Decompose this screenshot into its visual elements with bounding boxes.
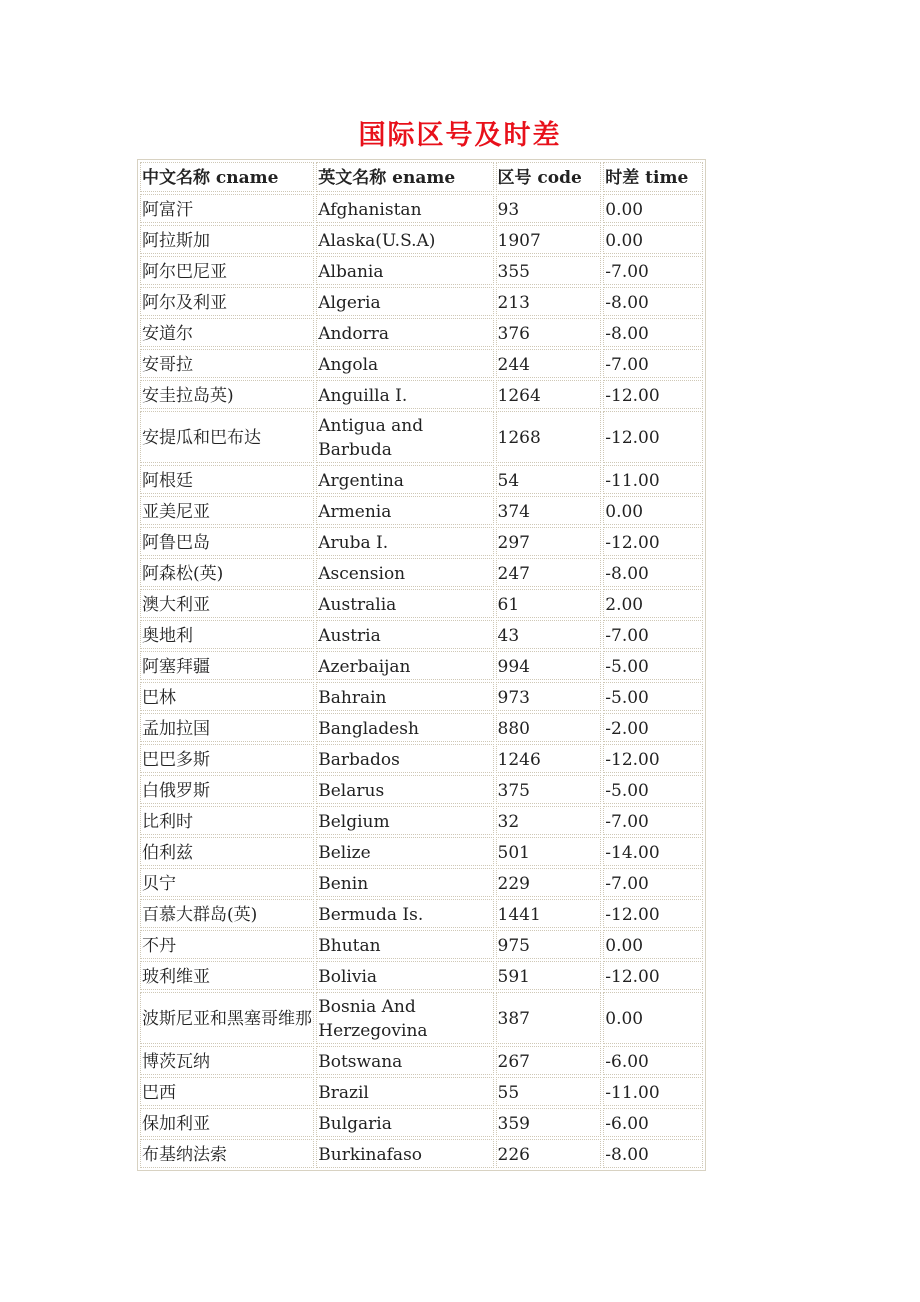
cell-time: -8.00	[603, 1139, 703, 1168]
cell-time: -5.00	[603, 651, 703, 680]
cell-ename: Albania	[316, 256, 493, 285]
table-row	[140, 496, 703, 525]
cell-code: 93	[496, 194, 602, 223]
cell-time: -5.00	[603, 775, 703, 804]
cell-time: 0.00	[603, 194, 703, 223]
cell-cname: 巴林	[140, 682, 314, 711]
cell-cname: 博茨瓦纳	[140, 1046, 314, 1075]
header-ename: 英文名称 ename	[316, 162, 493, 192]
cell-code: 1246	[496, 744, 602, 773]
cell-time: -8.00	[603, 558, 703, 587]
cell-time: -14.00	[603, 837, 703, 866]
cell-code: 376	[496, 318, 602, 347]
cell-cname: 孟加拉国	[140, 713, 314, 742]
cell-ename: Alaska(U.S.A)	[316, 225, 493, 254]
cell-cname: 安提瓜和巴布达	[140, 411, 314, 463]
cell-time: -7.00	[603, 349, 703, 378]
header-cname: 中文名称 cname	[140, 162, 314, 192]
cell-code: 213	[496, 287, 602, 316]
cell-cname: 阿根廷	[140, 465, 314, 494]
cell-ename: Bhutan	[316, 930, 493, 959]
table-row	[140, 651, 703, 680]
cell-code: 501	[496, 837, 602, 866]
cell-ename: Australia	[316, 589, 493, 618]
cell-cname: 阿鲁巴岛	[140, 527, 314, 556]
cell-time: -2.00	[603, 713, 703, 742]
cell-ename: Bulgaria	[316, 1108, 493, 1137]
cell-ename: Bosnia And Herzegovina	[316, 992, 493, 1044]
cell-code: 55	[496, 1077, 602, 1106]
cell-ename: Belize	[316, 837, 493, 866]
cell-time: -12.00	[603, 961, 703, 990]
cell-code: 1264	[496, 380, 602, 409]
table-row	[140, 961, 703, 990]
country-code-table	[137, 159, 706, 1171]
cell-cname: 比利时	[140, 806, 314, 835]
cell-ename: Bermuda Is.	[316, 899, 493, 928]
cell-time: -12.00	[603, 411, 703, 463]
cell-ename: Bahrain	[316, 682, 493, 711]
cell-time: -8.00	[603, 318, 703, 347]
cell-time: -8.00	[603, 287, 703, 316]
cell-cname: 白俄罗斯	[140, 775, 314, 804]
table-row	[140, 899, 703, 928]
cell-code: 244	[496, 349, 602, 378]
table-row	[140, 558, 703, 587]
cell-code: 375	[496, 775, 602, 804]
cell-ename: Argentina	[316, 465, 493, 494]
table-row	[140, 1077, 703, 1106]
cell-code: 880	[496, 713, 602, 742]
table-row	[140, 744, 703, 773]
cell-cname: 澳大利亚	[140, 589, 314, 618]
cell-time: -7.00	[603, 256, 703, 285]
cell-time: 0.00	[603, 930, 703, 959]
cell-cname: 安道尔	[140, 318, 314, 347]
cell-code: 355	[496, 256, 602, 285]
cell-cname: 安哥拉	[140, 349, 314, 378]
cell-code: 1268	[496, 411, 602, 463]
cell-code: 229	[496, 868, 602, 897]
table-row	[140, 992, 703, 1044]
cell-time: -12.00	[603, 744, 703, 773]
cell-ename: Burkinafaso	[316, 1139, 493, 1168]
cell-time: -6.00	[603, 1046, 703, 1075]
cell-cname: 保加利亚	[140, 1108, 314, 1137]
cell-cname: 阿富汗	[140, 194, 314, 223]
cell-code: 247	[496, 558, 602, 587]
table-row	[140, 225, 703, 254]
cell-time: -7.00	[603, 806, 703, 835]
cell-ename: Algeria	[316, 287, 493, 316]
table-row	[140, 527, 703, 556]
cell-cname: 阿拉斯加	[140, 225, 314, 254]
cell-ename: Benin	[316, 868, 493, 897]
table-row	[140, 713, 703, 742]
cell-time: -12.00	[603, 527, 703, 556]
cell-cname: 亚美尼亚	[140, 496, 314, 525]
table-row	[140, 775, 703, 804]
table-row	[140, 806, 703, 835]
cell-code: 374	[496, 496, 602, 525]
cell-cname: 玻利维亚	[140, 961, 314, 990]
page-title: 国际区号及时差	[358, 120, 562, 151]
cell-code: 359	[496, 1108, 602, 1137]
cell-ename: Ascension	[316, 558, 493, 587]
cell-ename: Andorra	[316, 318, 493, 347]
table-row	[140, 1139, 703, 1168]
header-time: 时差 time	[603, 162, 703, 192]
cell-code: 267	[496, 1046, 602, 1075]
table-row	[140, 682, 703, 711]
cell-cname: 巴西	[140, 1077, 314, 1106]
cell-ename: Angola	[316, 349, 493, 378]
cell-cname: 百慕大群岛(英)	[140, 899, 314, 928]
cell-time: 2.00	[603, 589, 703, 618]
table-header-row	[140, 162, 703, 192]
cell-code: 61	[496, 589, 602, 618]
table-row	[140, 318, 703, 347]
cell-cname: 波斯尼亚和黑塞哥维那	[140, 992, 314, 1044]
cell-time: -6.00	[603, 1108, 703, 1137]
cell-ename: Brazil	[316, 1077, 493, 1106]
cell-ename: Aruba I.	[316, 527, 493, 556]
cell-cname: 阿塞拜疆	[140, 651, 314, 680]
table-row	[140, 589, 703, 618]
table-row	[140, 868, 703, 897]
table-row	[140, 465, 703, 494]
table-row	[140, 837, 703, 866]
table-row	[140, 620, 703, 649]
table-row	[140, 380, 703, 409]
table-row	[140, 349, 703, 378]
cell-code: 297	[496, 527, 602, 556]
cell-cname: 阿尔及利亚	[140, 287, 314, 316]
cell-cname: 阿尔巴尼亚	[140, 256, 314, 285]
cell-code: 387	[496, 992, 602, 1044]
cell-cname: 安圭拉岛英)	[140, 380, 314, 409]
cell-ename: Azerbaijan	[316, 651, 493, 680]
cell-cname: 不丹	[140, 930, 314, 959]
cell-code: 994	[496, 651, 602, 680]
cell-cname: 巴巴多斯	[140, 744, 314, 773]
cell-ename: Anguilla I.	[316, 380, 493, 409]
header-code: 区号 code	[496, 162, 602, 192]
cell-ename: Armenia	[316, 496, 493, 525]
cell-time: -7.00	[603, 868, 703, 897]
cell-code: 1907	[496, 225, 602, 254]
cell-cname: 奥地利	[140, 620, 314, 649]
cell-time: -11.00	[603, 465, 703, 494]
cell-code: 591	[496, 961, 602, 990]
cell-cname: 布基纳法索	[140, 1139, 314, 1168]
table-row	[140, 930, 703, 959]
cell-time: -7.00	[603, 620, 703, 649]
cell-ename: Belgium	[316, 806, 493, 835]
cell-time: -5.00	[603, 682, 703, 711]
cell-time: -12.00	[603, 380, 703, 409]
cell-code: 54	[496, 465, 602, 494]
cell-time: 0.00	[603, 225, 703, 254]
cell-code: 43	[496, 620, 602, 649]
cell-ename: Austria	[316, 620, 493, 649]
cell-ename: Afghanistan	[316, 194, 493, 223]
cell-code: 975	[496, 930, 602, 959]
cell-ename: Belarus	[316, 775, 493, 804]
cell-ename: Bolivia	[316, 961, 493, 990]
table-row	[140, 256, 703, 285]
cell-time: -12.00	[603, 899, 703, 928]
cell-code: 226	[496, 1139, 602, 1168]
cell-time: 0.00	[603, 992, 703, 1044]
cell-cname: 阿森松(英)	[140, 558, 314, 587]
cell-time: 0.00	[603, 496, 703, 525]
cell-code: 973	[496, 682, 602, 711]
cell-code: 32	[496, 806, 602, 835]
table-row	[140, 194, 703, 223]
cell-cname: 伯利兹	[140, 837, 314, 866]
cell-cname: 贝宁	[140, 868, 314, 897]
table-row	[140, 287, 703, 316]
cell-time: -11.00	[603, 1077, 703, 1106]
table-row	[140, 1046, 703, 1075]
table-row	[140, 1108, 703, 1137]
table-row	[140, 411, 703, 463]
cell-code: 1441	[496, 899, 602, 928]
cell-ename: Botswana	[316, 1046, 493, 1075]
cell-ename: Antigua and Barbuda	[316, 411, 493, 463]
cell-ename: Bangladesh	[316, 713, 493, 742]
cell-ename: Barbados	[316, 744, 493, 773]
